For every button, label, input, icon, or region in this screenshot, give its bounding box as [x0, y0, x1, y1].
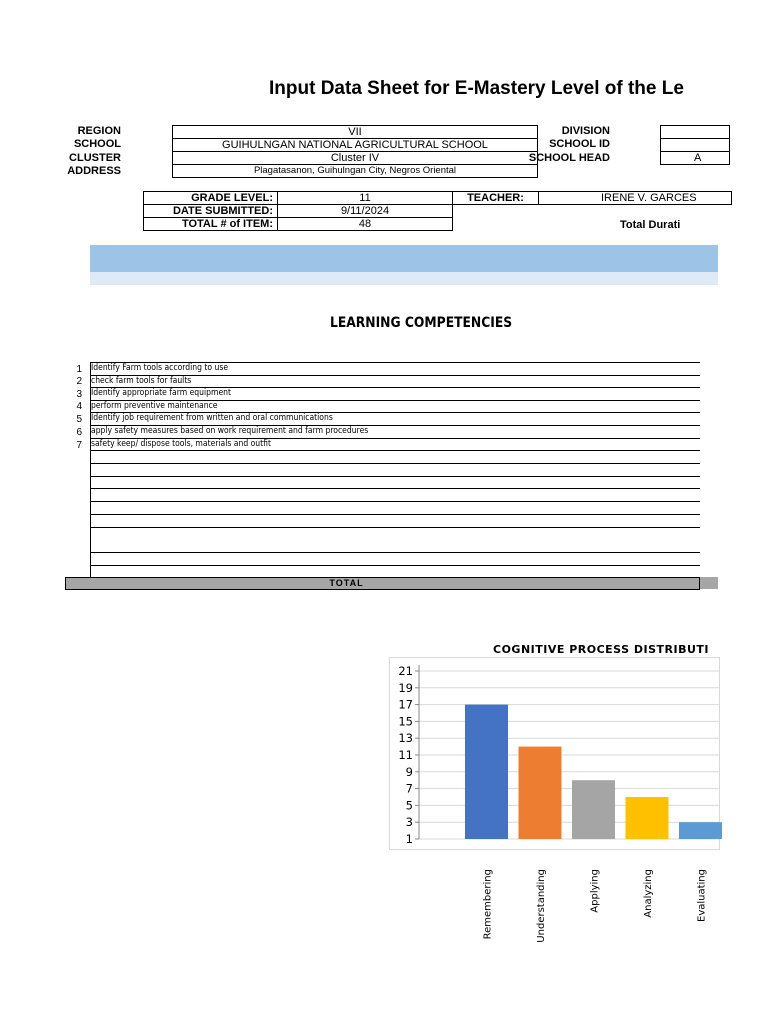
competency-row[interactable]	[90, 375, 700, 387]
empty-row[interactable]	[90, 488, 700, 500]
bar-analyzing	[626, 797, 669, 839]
total-duration-label: Total Durati	[620, 219, 681, 231]
x-tick-label: Understanding	[536, 869, 547, 943]
y-tick-label: 17	[398, 697, 413, 712]
school-label: SCHOOL	[73, 138, 121, 150]
school-cell[interactable]: GUIHULNGAN NATIONAL AGRICULTURAL SCHOOL	[172, 138, 538, 152]
region-cell[interactable]: VII	[172, 125, 538, 139]
competency-text: Identify job requirement from written and oral communications	[91, 413, 333, 423]
y-tick-label: 11	[398, 748, 413, 762]
y-tick-label: 9	[405, 764, 413, 779]
class-info-table	[143, 191, 453, 231]
x-tick-label: Evaluating	[696, 869, 708, 922]
region-label: REGION	[77, 125, 121, 137]
empty-row[interactable]	[90, 463, 700, 475]
y-tick-label: 5	[405, 798, 413, 813]
y-tick-label: 19	[398, 680, 413, 695]
total-items-label: TOTAL # of ITEM:	[144, 218, 278, 231]
x-tick-label: Analyzing	[643, 869, 654, 918]
total-row	[65, 577, 700, 590]
y-tick-label: 13	[398, 731, 413, 746]
competency-number: 7	[76, 440, 82, 451]
competency-text: Identify Farm tools according to use	[91, 363, 229, 373]
school-head-cell[interactable]	[660, 151, 730, 165]
competency-row[interactable]	[90, 438, 700, 450]
competency-text: perform preventive maintenance	[91, 401, 218, 411]
competency-number: 4	[76, 401, 82, 412]
chart-title: COGNITIVE PROCESS DISTRIBUTI	[493, 643, 709, 656]
teacher-label: TEACHER:	[453, 192, 539, 205]
cluster-cell[interactable]: Cluster IV	[172, 151, 538, 165]
competency-row[interactable]	[90, 400, 700, 412]
subheader-band	[90, 272, 718, 285]
empty-row[interactable]	[90, 501, 700, 513]
page-title: Input Data Sheet for E-Mastery Level of the Le	[269, 78, 684, 99]
x-tick-label: Applying	[589, 869, 601, 913]
competency-row[interactable]	[90, 425, 700, 437]
teacher-table	[452, 191, 732, 205]
bar-applying	[572, 780, 615, 839]
competency-text: Identify appropriate farm equipment	[91, 388, 231, 398]
empty-row[interactable]	[90, 552, 700, 564]
teacher-cell[interactable]: IRENE V. GARCES	[539, 192, 732, 205]
bar-understanding	[519, 747, 562, 839]
y-tick-label: 1	[405, 832, 413, 846]
bar-remembering	[465, 705, 508, 839]
y-tick-label: 3	[405, 815, 413, 830]
total-items-cell[interactable]: 48	[278, 218, 453, 231]
competency-row[interactable]	[90, 412, 700, 424]
cognitive-process-chart	[389, 657, 708, 947]
competency-number: 5	[76, 414, 82, 425]
competency-row[interactable]	[90, 362, 700, 374]
division-cell[interactable]	[660, 125, 730, 139]
address-label: ADDRESS	[67, 165, 121, 177]
competency-text: check farm tools for faults	[91, 376, 192, 386]
x-tick-label: Remembering	[482, 869, 494, 940]
competency-number: 6	[76, 427, 82, 438]
school-head-value: A	[694, 152, 702, 164]
empty-row[interactable]	[90, 565, 700, 577]
competency-number: 1	[76, 364, 82, 375]
y-tick-label: 21	[398, 664, 413, 678]
division-label: DIVISION	[561, 125, 610, 137]
competency-text: safety keep/ dispose tools, materials and outfit	[91, 439, 271, 449]
y-tick-label: 7	[405, 781, 413, 796]
grade-level-cell[interactable]: 11	[278, 192, 453, 205]
empty-row[interactable]	[90, 476, 700, 488]
total-row-extension	[700, 577, 718, 589]
competencies-title: LEARNING COMPETENCIES	[330, 315, 513, 331]
bar-evaluating	[679, 822, 722, 839]
total-label: TOTAL	[329, 578, 364, 588]
school-head-label: SCHOOL HEAD	[528, 152, 610, 164]
competency-row[interactable]	[90, 387, 700, 399]
address-cell[interactable]: Plagatasanon, Guihulngan City, Negros Oriental	[172, 164, 538, 178]
date-submitted-cell[interactable]: 9/11/2024	[278, 205, 453, 218]
competency-text: apply safety measures based on work requirement and farm procedures	[91, 426, 369, 436]
school-id-label: SCHOOL ID	[549, 138, 610, 150]
competency-number: 3	[76, 389, 82, 400]
header-band	[90, 245, 718, 272]
competency-number: 2	[76, 376, 82, 387]
empty-row[interactable]	[90, 450, 700, 462]
date-submitted-label: DATE SUBMITTED:	[144, 205, 278, 218]
empty-row[interactable]	[90, 527, 700, 552]
school-id-cell[interactable]	[660, 138, 730, 152]
grade-level-label: GRADE LEVEL:	[144, 192, 278, 205]
cluster-label: CLUSTER	[69, 152, 121, 164]
y-tick-label: 15	[398, 714, 413, 729]
empty-row[interactable]	[90, 514, 700, 526]
